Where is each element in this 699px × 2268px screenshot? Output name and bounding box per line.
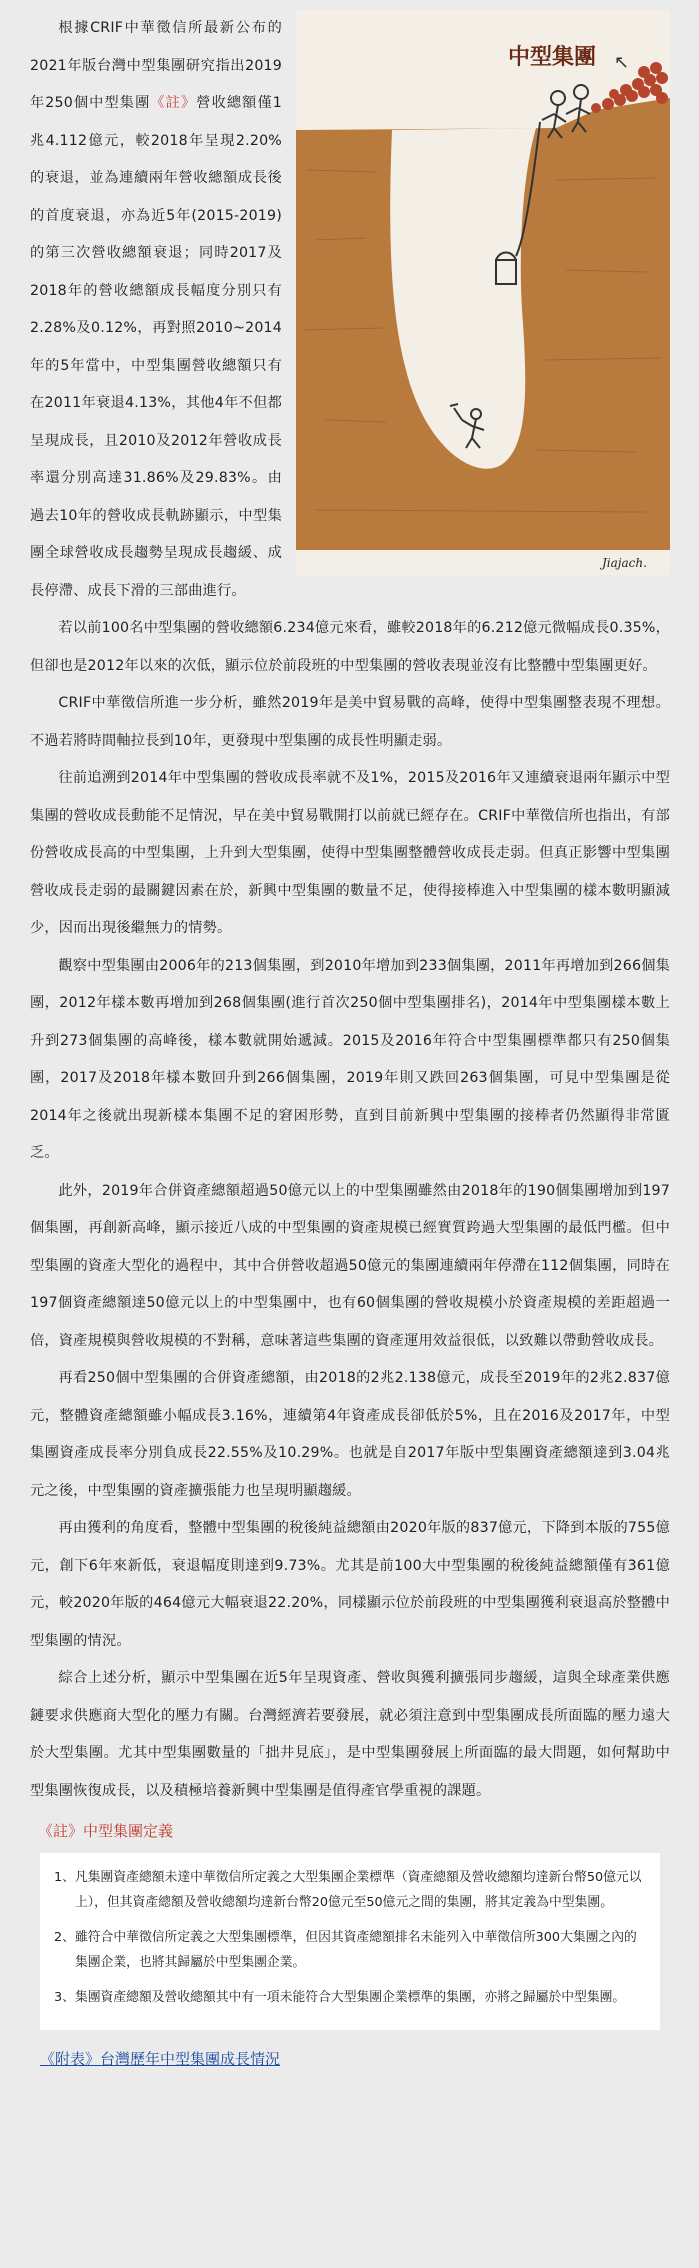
note-item bbox=[54, 1925, 642, 1975]
arrow-icon: ↖ bbox=[614, 52, 630, 73]
paragraph-6: 此外，2019年合併資產總額超過50億元以上的中型集團雖然由2018年的190個集團增加到197個集團，再創新高峰，顯示接近八成的中型集團的資產規模已經實質跨過大型集團的最低門檻。但中型集團的資產大型化的過程中，其中合併營收超過50億元的集團連續兩年停滯在112個集團，同時在197個資產總額達50億元以上的中型集團中，也有60個集團的營收規模小於資產規模的差距超過一倍，資產規模與營收規模的不對稱，意味著這些集團的資產運用效益很低，以致難以帶動營收成長。 bbox=[30, 1182, 670, 1349]
paragraph-2: 若以前100名中型集團的營收總額6.234億元來看，雖較2018年的6.212億元微幅成長0.35%，但卻也是2012年以來的次低，顯示位於前段班的中型集團的營收表現並沒有比整體中型集團更好。 bbox=[30, 620, 670, 674]
paragraph-4: 往前追溯到2014年中型集團的營收成長率就不及1%，2015及2016年又連續衰退兩年顯示中型集團的營收成長動能不足情況，早在美中貿易戰開打以前就已經存在。CRIF中華徵信所也指出，有部份營收成長高的中型集團，上升到大型集團，使得中型集團整體營收成長走弱。但真正影響中型集團營收成長走弱的最關鍵因素在於，新興中型集團的數量不足，使得接棒進入中型集團的樣本數明顯減少，因而出現後繼無力的情勢。 bbox=[30, 770, 670, 936]
note-text: 凡集團資產總額未達中華徵信所定義之大型集團企業標準（資產總額及營收總額均達新台幣50億元以上），但其資產總額及營收總額均達新台幣20億元至50億元之間的集團，將其定義為中型集團。 bbox=[74, 1870, 642, 1910]
appendix-link[interactable] bbox=[40, 2048, 670, 2069]
paragraph-3: CRIF中華徵信所進一步分析，雖然2019年是美中貿易戰的高峰，使得中型集團整表現不理想。不過若將時間軸拉長到10年，更發現中型集團的成長性明顯走弱。 bbox=[30, 695, 670, 749]
appendix-link-text[interactable]: 台灣歷年中型集團成長情況 bbox=[100, 2050, 281, 2068]
pit-illustration bbox=[296, 10, 670, 575]
paragraph-1-text-b: 營收總額僅1兆4.112億元，較2018年呈現2.20%的衰退，並為連續兩年營收總額成長後的首度衰退，亦為近5年(2015-2019)的第三次營收總額衰退；同時2017及2018年的營收總額成長幅度分別只有2.28%及0.12%，再對照2010~2014年的5年當中，中型集團營收總額只有在2011年衰退4.13%，其他4年不但都呈現成長，且2010及2012年營收成長率還分別高達31.86%及29.83%。由過去10年的營收成長軌跡顯示，中型集團全球營收成長趨勢呈現成長趨緩、成長停滯、成長下滑的三部曲進行。 bbox=[30, 95, 282, 599]
paragraph-5: 觀察中型集團由2006年的213個集團，到2010年增加到233個集團，2011年再增加到266個集團，2012年樣本數再增加到268個集團(進行首次250個中型集團排名)，2014年中型集團樣本數上升到273個集團的高峰後，樣本數就開始遞減。2015及2016年符合中型集團標準都只有250個集團，2017及2018年樣本數回升到266個集團，2019年則又跌回263個集團，可見中型集團是從2014年之後就出現新樣本集團不足的窘困形勢，直到目前新興中型集團的接棒者仍然顯得非常匱乏。 bbox=[30, 957, 670, 1161]
notes-box bbox=[40, 1853, 660, 2030]
note-number: 1、 bbox=[54, 1870, 75, 1885]
note-section-title: 《註》中型集團定義 bbox=[38, 1822, 174, 1840]
note-reference-link[interactable]: 《註》 bbox=[150, 95, 197, 111]
figure-label: 中型集團 bbox=[508, 45, 597, 70]
note-text: 雖符合中華徵信所定義之大型集團標準，但因其資產總額排名未能列入中華徵信所300大集團之內的集團企業，也將其歸屬於中型集團企業。 bbox=[74, 1930, 637, 1970]
paragraph-8: 再由獲利的角度看，整體中型集團的稅後純益總額由2020年版的837億元，下降到本版的755億元，創下6年來新低，衰退幅度則達到9.73%。尤其是前100大中型集團的稅後純益總額僅有361億元，較2020年版的464億元大幅衰退22.20%，同樣顯示位於前段班的中型集團獲利衰退高於整體中型集團的情況。 bbox=[30, 1520, 670, 1649]
illustration-figure bbox=[296, 10, 670, 575]
article bbox=[30, 10, 670, 2069]
artist-signature: Jiajach. bbox=[602, 556, 647, 570]
paragraph-7: 再看250個中型集團的合併資產總額，由2018的2兆2.138億元，成長至2019年的2兆2.837億元，整體資產總額雖小幅成長3.16%，連續第4年資產成長卻低於5%，且在2016及2017年，中型集團資產成長率分別負成長22.55%及10.29%。也就是自2017年版中型集團資產總額達到3.04兆元之後，中型集團的資產擴張能力也呈現明顯趨緩。 bbox=[30, 1370, 670, 1499]
paragraph-1-text-a: 根據CRIF中華徵信所最新公布的2021年版台灣中型集團研究指出2019年250個中型集團 bbox=[30, 20, 282, 111]
note-text: 集團資產總額及營收總額其中有一項未能符合大型集團企業標準的集團，亦將之歸屬於中型集團。 bbox=[74, 1990, 626, 2005]
paragraph-9: 綜合上述分析，顯示中型集團在近5年呈現資產、營收與獲利擴張同步趨緩，這與全球產業供應鏈要求供應商大型化的壓力有關。台灣經濟若要發展，就必須注意到中型集團成長所面臨的壓力遠大於大型集團。尤其中型集團數量的「拙井見底」，是中型集團發展上所面臨的最大問題，如何幫助中型集團恢復成長，以及積極培養新興中型集團是值得產官學重視的課題。 bbox=[30, 1670, 670, 1799]
note-number: 3、 bbox=[54, 1990, 75, 2005]
appendix-prefix: 《附表》 bbox=[40, 2050, 101, 2068]
note-number: 2、 bbox=[54, 1930, 75, 1945]
note-item bbox=[54, 1985, 642, 2010]
note-item bbox=[54, 1865, 642, 1915]
